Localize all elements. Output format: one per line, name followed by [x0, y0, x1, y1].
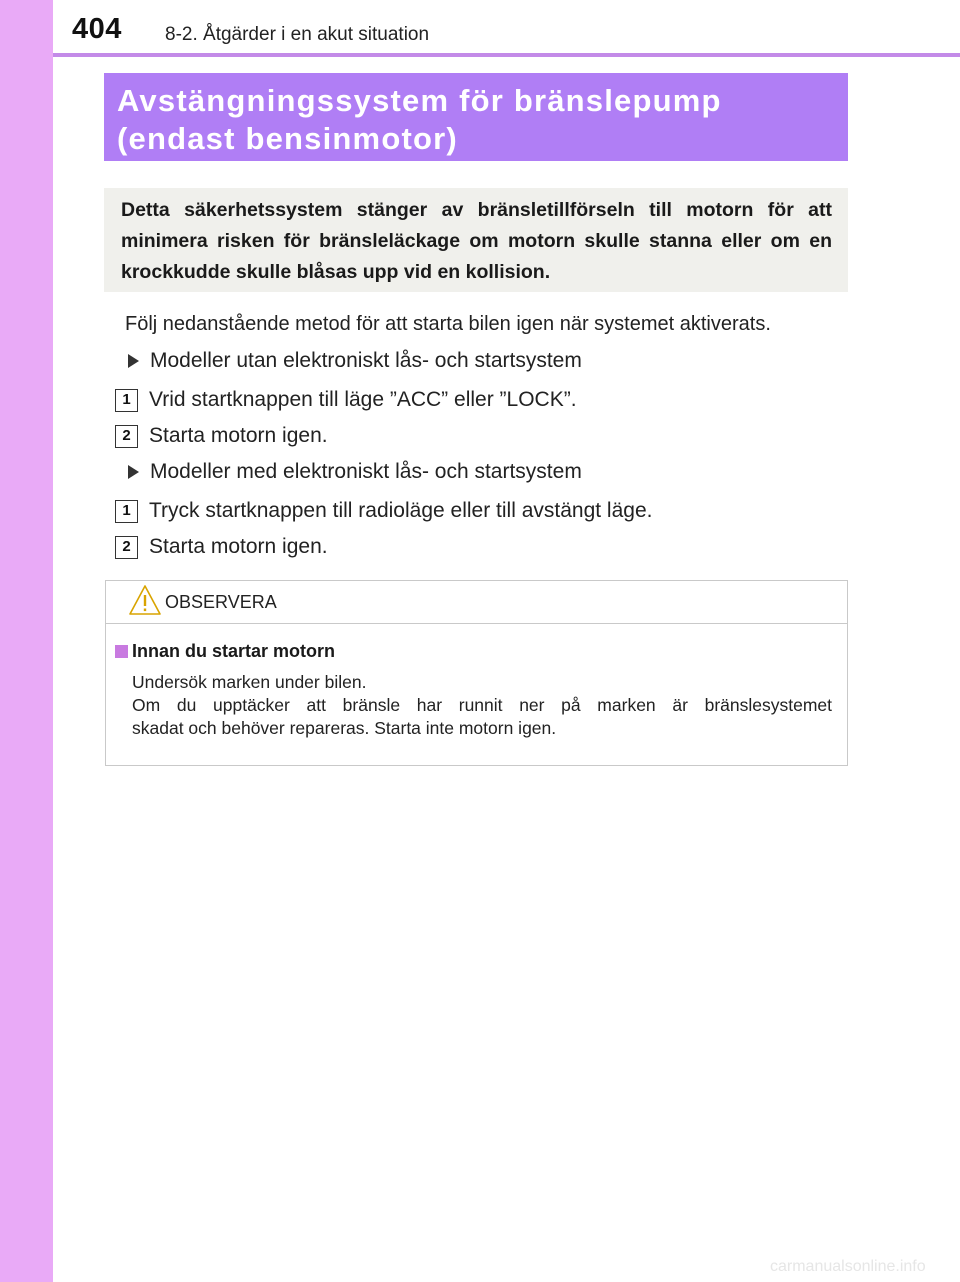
- step-number-badge: 2: [115, 425, 138, 448]
- triangle-bullet-icon: [128, 465, 139, 479]
- summary-box: [104, 188, 848, 292]
- caution-line: Undersök marken under bilen.: [132, 672, 367, 692]
- step-text: Starta motorn igen.: [149, 535, 328, 558]
- step-number-badge: 1: [115, 389, 138, 412]
- caution-heading-row: [115, 641, 335, 662]
- group-heading-text: Modeller med elektroniskt lås- och startsystem: [150, 460, 582, 483]
- step-item: [115, 424, 328, 448]
- step-item: [115, 535, 328, 559]
- step-text: Tryck startknappen till radioläge eller till avstängt läge.: [149, 499, 653, 522]
- caution-label: OBSERVERA: [165, 592, 277, 612]
- caution-line: Om du upptäcker att bränsle har runnit ner på marken är bränslesystemet: [132, 695, 832, 715]
- header-divider: [53, 53, 960, 57]
- step-number-badge: 2: [115, 536, 138, 559]
- side-color-strip: [0, 0, 53, 1282]
- summary-text: Detta säkerhetssystem stänger av bränsletillförseln till motorn för att minimera risken för bränsleläckage om motorn skulle stanna eller om en krockkudde skulle blåsas upp vid en kollision.: [121, 199, 832, 283]
- caution-heading: Innan du startar motorn: [132, 641, 336, 661]
- group-heading-without-smart-key: [128, 349, 582, 373]
- title-line-2: (endast bensinmotor): [117, 121, 458, 156]
- warning-triangle-icon: [128, 584, 162, 616]
- caution-line: skadat och behöver repareras. Starta inte motorn igen.: [132, 718, 557, 738]
- step-item: [115, 499, 652, 523]
- section-title: 8-2. Åtgärder i en akut situation: [165, 24, 430, 45]
- step-item: [115, 388, 577, 412]
- group-heading-with-smart-key: [128, 460, 582, 484]
- step-text: Starta motorn igen.: [149, 424, 328, 447]
- title-line-1: Avstängningssystem för bränslepump: [117, 83, 722, 118]
- square-bullet-icon: [115, 645, 128, 658]
- caution-body: [132, 671, 832, 740]
- triangle-bullet-icon: [128, 354, 139, 368]
- group-heading-text: Modeller utan elektroniskt lås- och startsystem: [150, 349, 582, 372]
- intro-text: Följ nedanstående metod för att starta bilen igen när systemet aktiverats.: [125, 313, 771, 335]
- caution-box: [105, 580, 848, 766]
- page-title-box: [104, 73, 848, 161]
- caution-header: [106, 581, 847, 624]
- page-number: 404: [72, 13, 122, 45]
- watermark: carmanualsonline.info: [770, 1258, 926, 1275]
- step-number-badge: 1: [115, 500, 138, 523]
- step-text: Vrid startknappen till läge ”ACC” eller ”LOCK”.: [149, 388, 577, 411]
